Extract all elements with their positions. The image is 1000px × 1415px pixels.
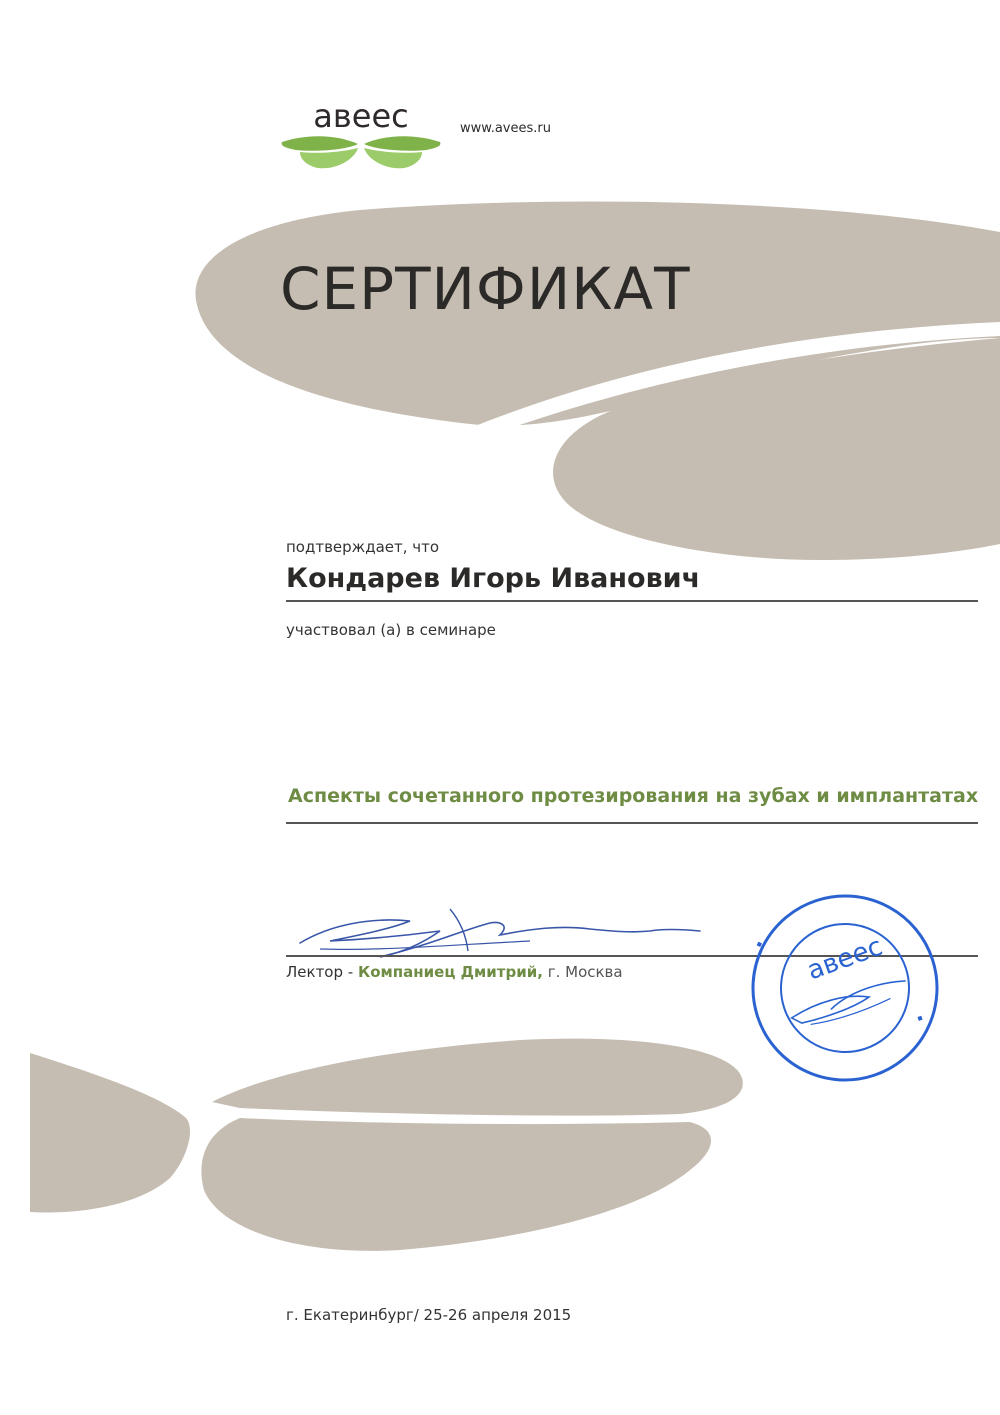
- confirm-text: подтверждает, что: [286, 538, 440, 556]
- certificate-title: СЕРТИФИКАТ: [280, 255, 691, 323]
- site-url: www.avees.ru: [460, 121, 551, 136]
- bottom-center-petal-shape: [212, 1039, 743, 1116]
- lector-name: Компаниец Дмитрий,: [357, 963, 543, 981]
- lector-prefix: Лектор -: [286, 963, 358, 981]
- person-name: Кондарев Игорь Иванович: [286, 563, 701, 594]
- participated-text: участвовал (а) в семинаре: [286, 621, 496, 639]
- place-and-date: г. Екатеринбург/ 25-26 апреля 2015: [286, 1306, 572, 1324]
- lector-line-text: [286, 963, 623, 981]
- company-stamp: [745, 888, 945, 1088]
- logo-wordmark: авеес: [313, 97, 409, 135]
- seminar-underline: [286, 822, 978, 824]
- name-underline: [286, 600, 978, 602]
- stamp-logo-text: авеес: [803, 931, 887, 987]
- bottom-lower-petal-shape: [201, 1118, 711, 1251]
- bottom-left-petal-shape: [30, 1053, 190, 1213]
- lector-city: г. Москва: [542, 963, 623, 981]
- seminar-title: Аспекты сочетанного протезирования на зубах и имплантатах: [288, 785, 979, 807]
